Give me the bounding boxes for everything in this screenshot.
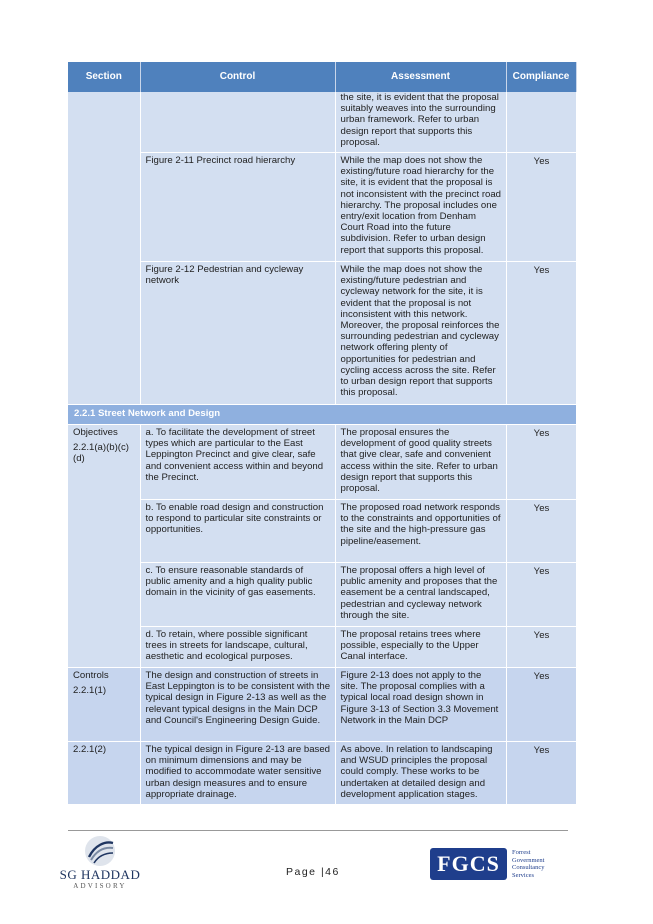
assessment-cell: The proposed road network responds to the constraints and opportunities of the site and the high-pressure gas pipeline/easement.: [335, 500, 506, 563]
fgcs-line-2: Government: [512, 856, 545, 864]
control-cell: The typical design in Figure 2-13 are based on minimum dimensions and may be modified to accommodate water sensitive urban design measures and to ensure appropriate drainage.: [140, 742, 335, 805]
page-number: Page |46: [286, 866, 340, 878]
section-ref: 2.2.1(1): [73, 685, 107, 697]
assessment-cell: The proposal offers a high level of public amenity and proposes that the easement be a central landscaped, pedestrian and cycleway network through the site.: [335, 563, 506, 627]
header-compliance: Compliance: [506, 62, 576, 92]
compliance-cell: Yes: [506, 262, 576, 405]
control-cell: The design and construction of streets in East Leppington is to be consistent with the typical design in Figure 2-13 as well as the relevant typical designs in the Main DCP and Council's Engineering Design Guide.: [140, 668, 335, 742]
section-heading: 2.2.1 Street Network and Design: [68, 405, 576, 425]
fgcs-line-3: Consultancy: [512, 864, 545, 872]
fgcs-logo: [430, 848, 580, 882]
control-cell: a. To facilitate the development of street types which are particular to the East Leppington Precinct and give clear, safe and convenient access within and beyond the Precinct.: [140, 425, 335, 500]
table-row: [68, 627, 576, 668]
section-ref: 2.2.1(a)(b)(c)(d): [73, 442, 129, 465]
sg-haddad-logo: [55, 835, 145, 890]
fgcs-name: [512, 849, 545, 879]
compliance-cell: Yes: [506, 563, 576, 627]
sg-haddad-tagline: ADVISORY: [73, 882, 127, 890]
assessment-cell: The proposal retains trees where possible, especially to the Upper Canal interface.: [335, 627, 506, 668]
assessment-table: [68, 62, 577, 805]
table-row: [68, 668, 576, 742]
control-cell: c. To ensure reasonable standards of public amenity and a high quality public domain in the vicinity of gas easements.: [140, 563, 335, 627]
assessment-cell: The proposal ensures the development of good quality streets that give clear, safe and convenient access within the site. Refer to urban design report that supports this proposal.: [335, 425, 506, 500]
compliance-cell: Yes: [506, 668, 576, 742]
table-row: [68, 262, 576, 405]
table-header-row: [68, 62, 576, 92]
compliance-cell: [506, 92, 576, 153]
section-cell: 2.2.1(2): [68, 742, 140, 805]
header-assessment: Assessment: [335, 62, 506, 92]
table-row: [68, 742, 576, 805]
compliance-cell: Yes: [506, 153, 576, 262]
compliance-cell: Yes: [506, 500, 576, 563]
control-cell: [140, 92, 335, 153]
assessment-cell: the site, it is evident that the proposal suitably weaves into the surrounding urban framework. Refer to urban design report that supports this proposal.: [335, 92, 506, 153]
assessment-cell: As above. In relation to landscaping and WSUD principles the proposal could comply. These works to be undertaken at detailed design and development application stages.: [335, 742, 506, 805]
compliance-cell: Yes: [506, 627, 576, 668]
table-row: [68, 92, 576, 153]
table-row: [68, 563, 576, 627]
section-cell: [68, 92, 140, 405]
control-cell: d. To retain, where possible significant trees in streets for landscape, cultural, aesthetic and ecological purposes.: [140, 627, 335, 668]
fgcs-acronym: FGCS: [430, 848, 507, 880]
section-label: Controls: [73, 670, 109, 682]
control-cell: Figure 2-11 Precinct road hierarchy: [140, 153, 335, 262]
table-row: [68, 153, 576, 262]
section-cell: [68, 668, 140, 742]
section-label: Objectives: [73, 427, 118, 439]
table-row: [68, 425, 576, 500]
fgcs-line-1: Forrest: [512, 849, 531, 856]
header-control: Control: [140, 62, 335, 92]
assessment-cell: While the map does not show the existing/future pedestrian and cycleway network for the site, it is evident that the proposal is not inconsistent with this network. Moreover, the proposal reinforces the surrounding pedestrian and cycleway network offering plenty of opportunities for pedestrian and cycling access across the site. Refer to urban design report that supports this proposal.: [335, 262, 506, 405]
control-cell: Figure 2-12 Pedestrian and cycleway network: [140, 262, 335, 405]
compliance-cell: Yes: [506, 425, 576, 500]
footer-divider: [68, 830, 568, 831]
header-section: Section: [68, 62, 140, 92]
control-cell: b. To enable road design and construction to respond to particular site constraints or opportunities.: [140, 500, 335, 563]
assessment-cell: Figure 2-13 does not apply to the site. The proposal complies with a typical local road design shown in Figure 3-13 of Section 3.3 Movement Network in the Main DCP: [335, 668, 506, 742]
sg-haddad-emblem-icon: [83, 835, 117, 867]
section-heading-row: [68, 405, 576, 425]
fgcs-line-4: Services: [512, 871, 535, 879]
table-row: [68, 500, 576, 563]
compliance-cell: Yes: [506, 742, 576, 805]
assessment-cell: While the map does not show the existing/future road hierarchy for the site, it is evident that the proposal is not inconsistent with the precinct road hierarchy. The proposal includes one entry/exit location from Denham Court Road into the future subdivision. Refer to urban design report that supports this proposal.: [335, 153, 506, 262]
section-cell: [68, 425, 140, 668]
sg-haddad-name: SG HADDAD: [59, 867, 141, 882]
